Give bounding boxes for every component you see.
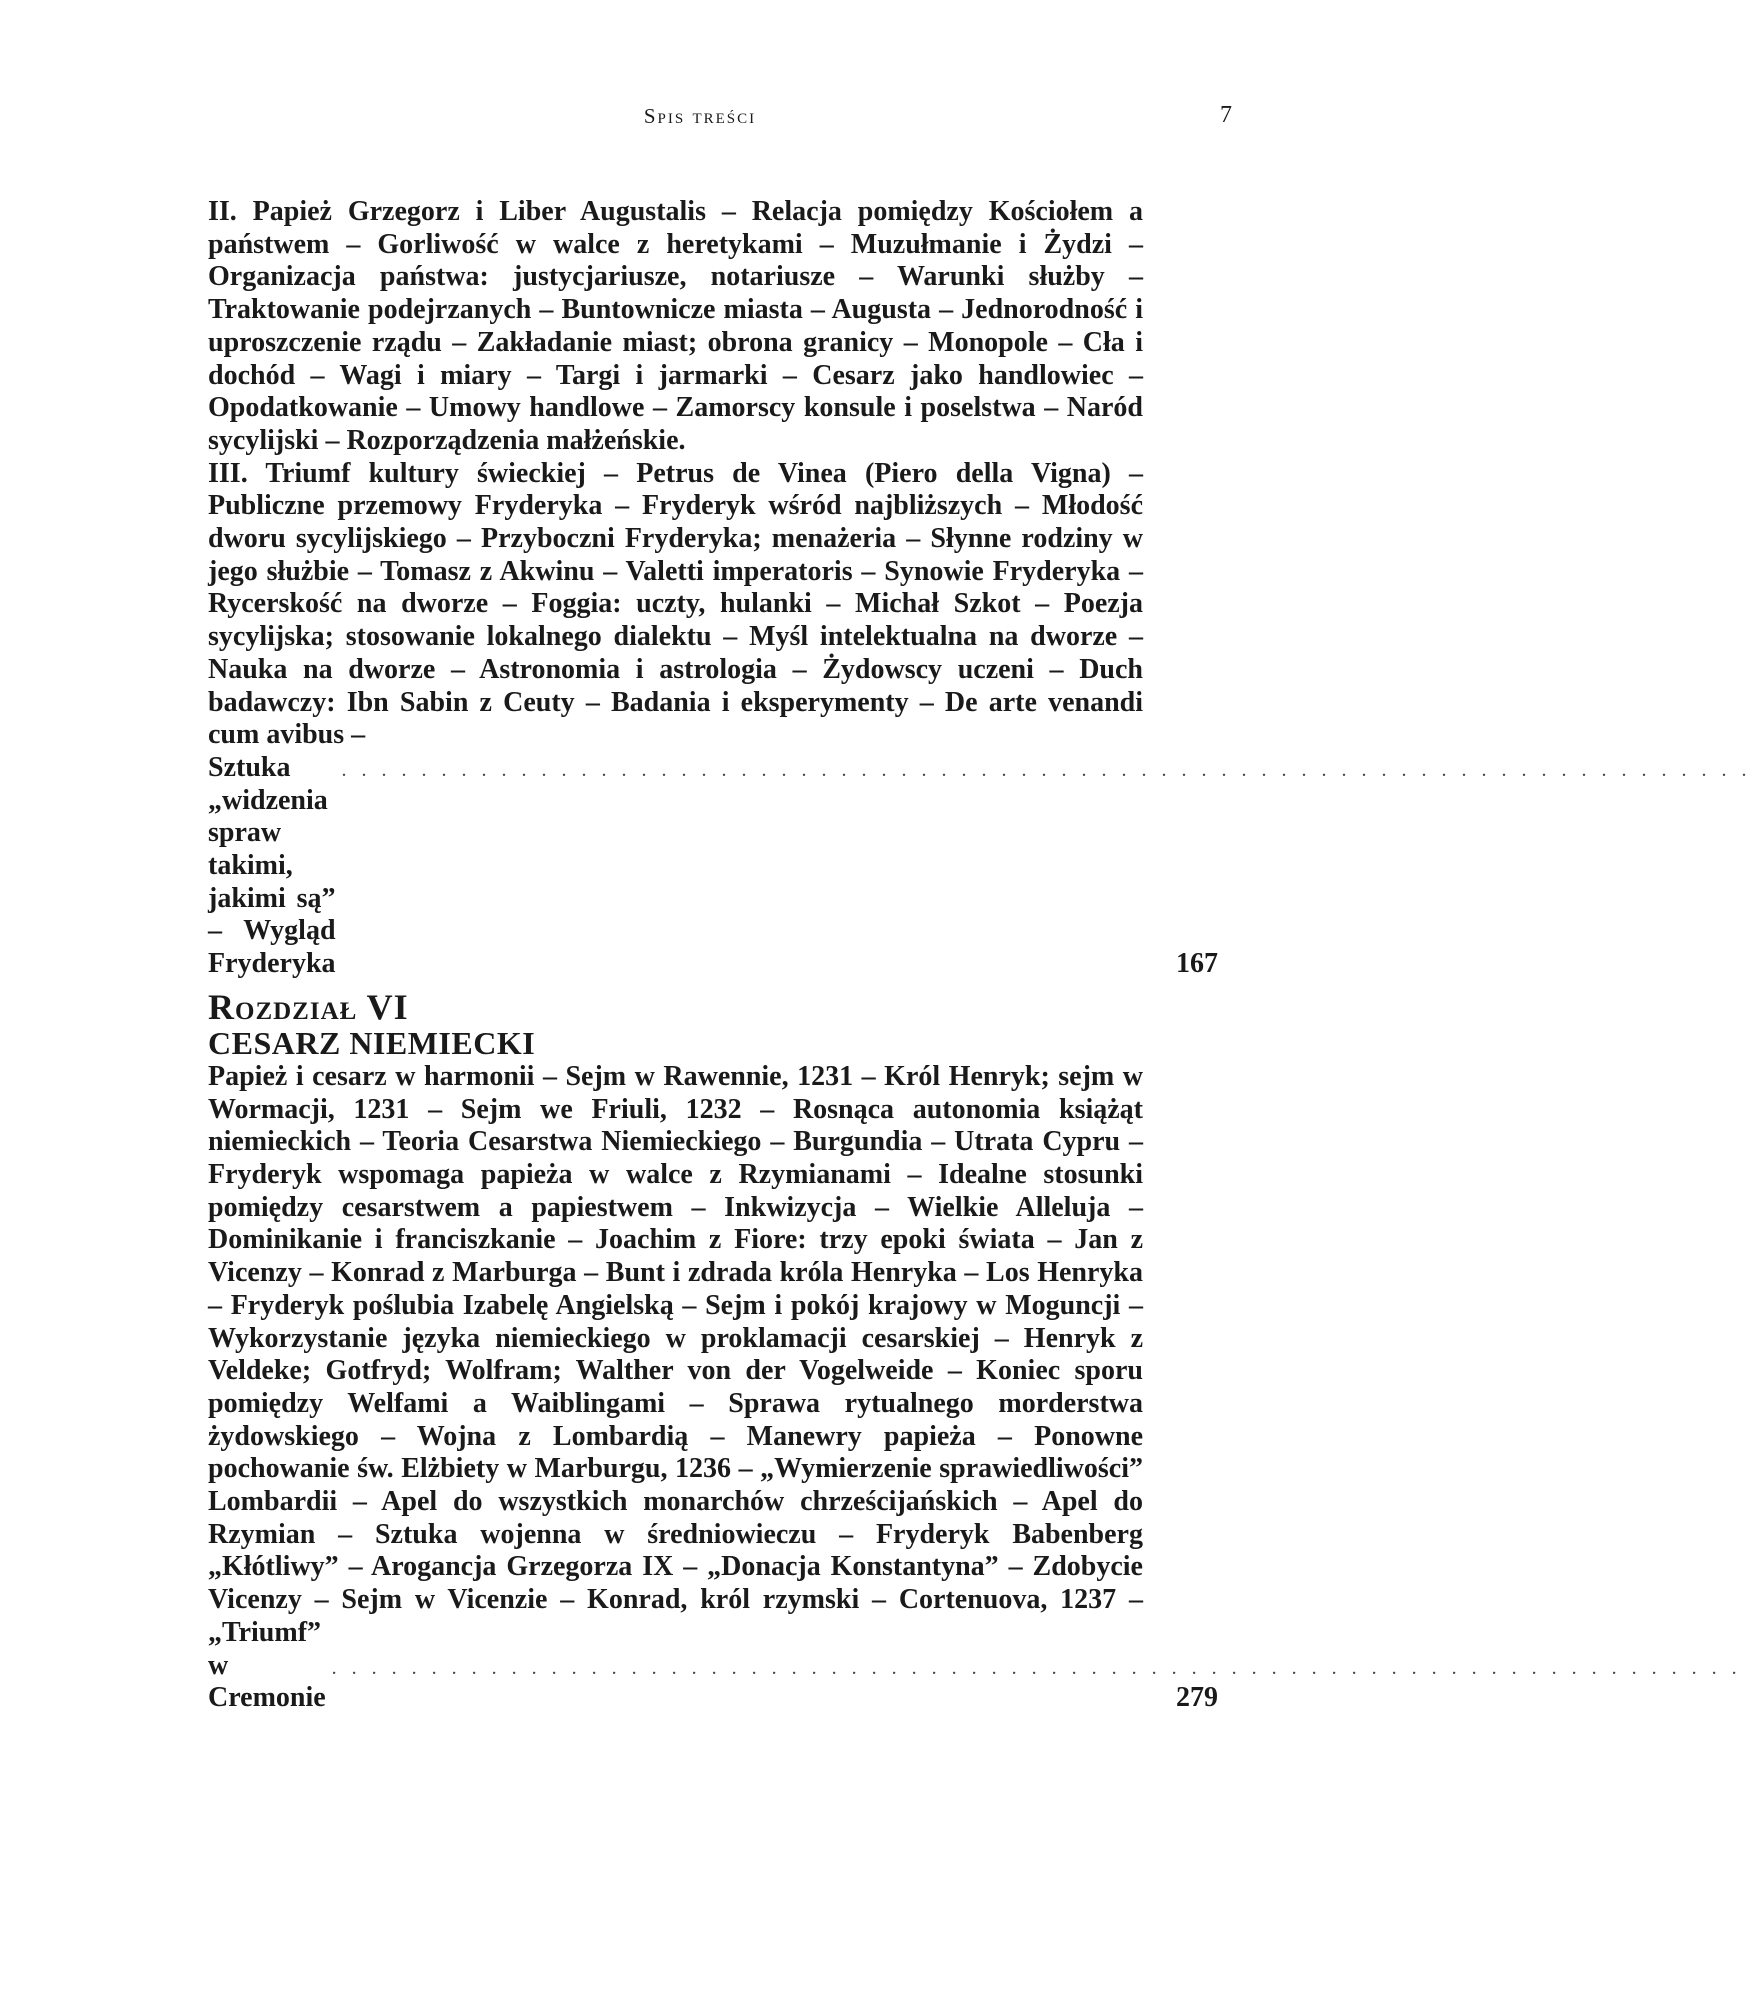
chapter-label: Rozdział VI <box>208 986 409 1027</box>
running-title: Spis treści <box>643 104 757 128</box>
toc-entry-section-ii <box>208 196 1218 458</box>
chapter-title: CESARZ NIEMIECKI <box>208 1024 536 1061</box>
table-of-contents <box>208 196 1752 1715</box>
toc-entry-section-iii <box>208 457 1752 981</box>
toc-entry-last-line-text: w Cremonie <box>208 1649 326 1714</box>
toc-entry-text: II. Papież Grzegorz i Liber Augustalis – Relacja pomiędzy Kościołem a państwem – Gorliwość w walce z heretykami – Muzułmanie i Żydzi – Organizacja państwa: justycjariusze, notariusze – Warunki służby – Traktowanie podejrzanych – Buntownicze miasta – Augusta – Jednorodność i uproszczenie rządu – Zakładanie miast; obrona granicy – Monopole – Cła i dochód – Wagi i miary – Targi i jarmarki – Cesarz jako handlowiec – Opodatkowanie – Umowy handlowe – Zamorscy konsule i poselstwa – Naród sycylijski – Rozporządzenia małżeńskie. <box>208 196 1143 456</box>
toc-entry-page-number: 279 <box>1176 1682 1218 1714</box>
page-number: 7 <box>1220 102 1232 128</box>
toc-entry-text: Papież i cesarz w harmonii – Sejm w Rawennie, 1231 – Król Henryk; sejm w Wormacji, 1231 – Sejm we Friuli, 1232 – Rosnąca autonomia książąt niemieckich – Teoria Cesarstwa Niemieckiego – Burgundia – Utrata Cypru – Fryderyk wspomaga papieża w walce z Rzymianami – Idealne stosunki pomiędzy cesarstwem a papiestwem – Inkwizycja – Wielkie Alleluja – Dominikanie i franciszkanie – Joachim z Fiore: trzy epoki świata – Jan z Vicenzy – Konrad z Marburga – Bunt i zdrada króla Henryka – Los Henryka – Fryderyk poślubia Izabelę Angielską – Sejm i pokój krajowy w Moguncji – Wykorzystanie języka niemieckiego w proklamacji cesarskiej – Henryk z Veldeke; Gotfryd; Wolfram; Walther von der Vogelweide – Koniec sporu pomiędzy Welfami a Waiblingami – Sprawa rytualnego morderstwa żydowskiego – Wojna z Lombardią – Manewry papieża – Ponowne pochowanie św. Elżbiety w Marburgu, 1236 – „Wymierzenie sprawiedliwości” Lombardii – Apel do wszystkich monarchów chrześcijańskich – Apel do Rzymian – Sztuka wojenna w średniowieczu – Fryderyk Babenberg „Kłótliwy” – Arogancja Grzegorza IX – „Donacja Konstantyna” – Zdobycie Vicenzy – Sejm w Vicenzie – Konrad, król rzymski – Cortenuova, 1237 – „Triumf” <box>208 1060 1143 1648</box>
leader-dots: . . . . . . . . . . . . . . . . . . . . . . . . . . . . . . . . . . . . . . . . . . . . . . . . . . . . . . . . . . . . . . . . . . . . . . . <box>331 1656 1742 1679</box>
running-head <box>0 104 1400 134</box>
toc-entry-text: III. Triumf kultury świeckiej – Petrus de Vinea (Piero della Vigna) – Publiczne przemowy Fryderyka – Fryderyk wśród najbliższych – Młodość dworu sycylijskiego – Przyboczni Fryderyka; menażeria – Słynne rodziny w jego służbie – Tomasz z Akwinu – Valetti imperatoris – Synowie Fryderyka – Rycerskość na dworze – Foggia: uczty, hulanki – Michał Szkot – Poezja sycylijska; stosowanie lokalnego dialektu – Myśl intelektualna na dworze – Nauka na dworze – Astronomia i astrologia – Żydowscy uczeni – Duch badawczy: Ibn Sabin z Ceuty – Badania i eksperymenty – De arte venandi cum avibus – <box>208 457 1143 751</box>
toc-entry-last-line-text: Sztuka „widzenia spraw takimi, jakimi są” – Wygląd Fryderyka <box>208 751 336 980</box>
chapter-heading <box>208 986 1218 1061</box>
leader-dots: . . . . . . . . . . . . . . . . . . . . . . . . . . . . . . . . . . . . . . . . . . . . . . . . . . . . . . . . . . . . . . . . . . . . . . . <box>341 758 1752 781</box>
toc-entry-chapter-vi <box>208 1060 1742 1715</box>
toc-entry-page-number: 167 <box>1176 948 1218 980</box>
